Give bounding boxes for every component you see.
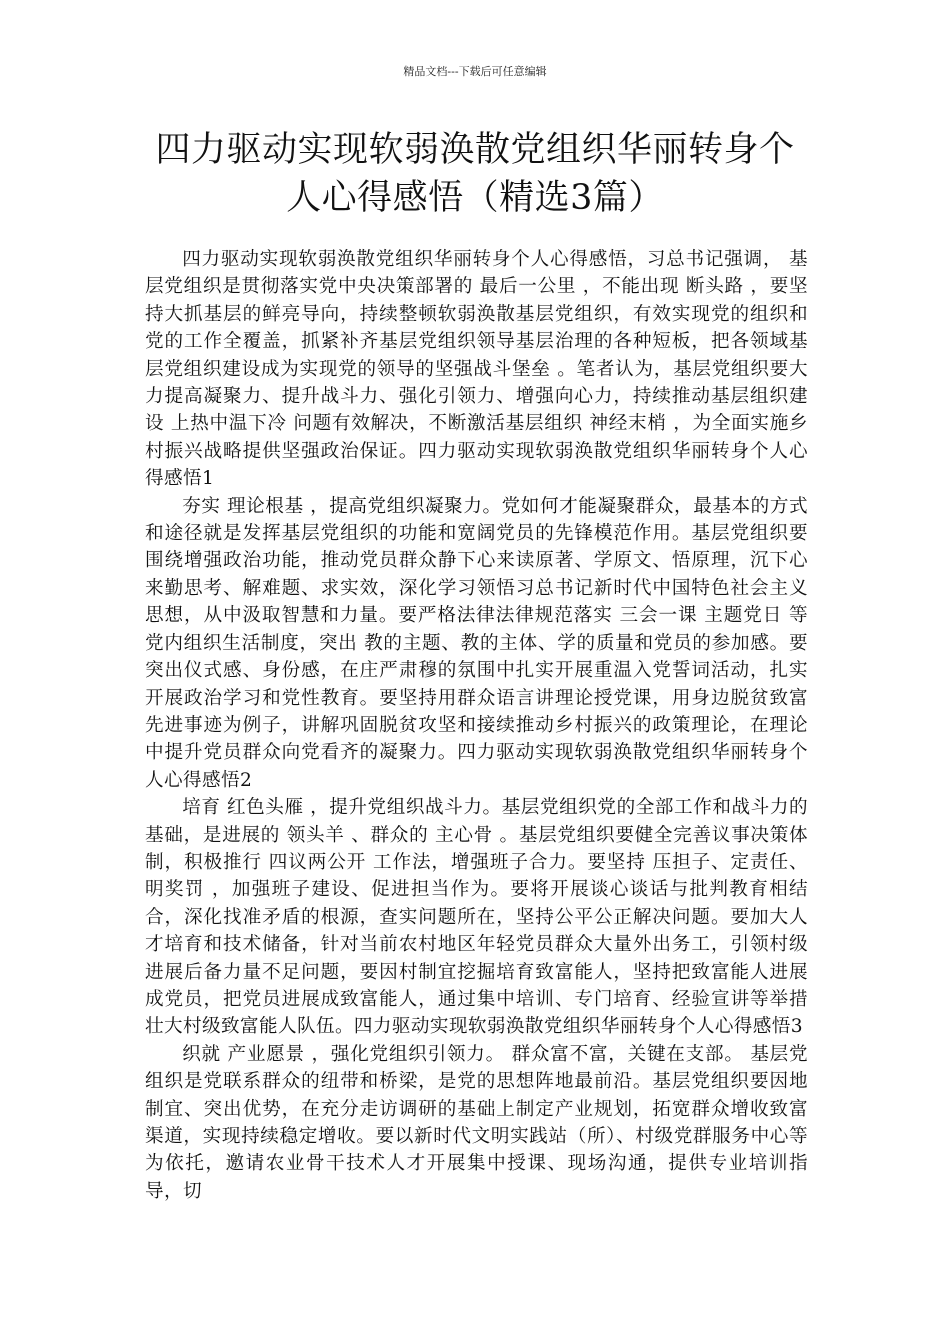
- body-paragraph: 夯实 理论根基 ，提高党组织凝聚力。党如何才能凝聚群众，最基本的方式和途径就是发挥基层党组织的功能和宽阔党员的先锋模范作用。基层党组织要围绕增强政治功能，推动党员群众静下心来读原著、学原文、悟原理，沉下心来勤思考、解难题、求实效，深化学习领悟习总书记新时代中国特色社会主义思想，从中汲取智慧和力量。要严格法律法律规范落实 三会一课 主题党日 等党内组织生活制度，突出 教的主题、教的主体、学的质量和党员的参加感。要突出仪式感、身份感，在庄严肃穆的氛围中扎实开展重温入党誓词活动，扎实开展政治学习和党性教育。要坚持用群众语言讲理论授党课，用身边脱贫致富先进事迹为例子，讲解巩固脱贫攻坚和接续推动乡村振兴的政策理论，在理论中提升党员群众向党看齐的凝聚力。四力驱动实现软弱涣散党组织华丽转身个人心得感悟2: [145, 495, 808, 791]
- document-body: [145, 246, 808, 1205]
- body-paragraph: 织就 产业愿景 ，强化党组织引领力。 群众富不富，关键在支部。 基层党组织是党联系群众的纽带和桥梁，是党的思想阵地最前沿。基层党组织要因地制宜、突出优势，在充分走访调研的基础上制定产业规划，拓宽群众增收致富渠道，实现持续稳定增收。要以新时代文明实践站（所）、村级党群服务中心等为依托，邀请农业骨干技术人才开展集中授课、现场沟通，提供专业培训指导，切: [145, 1043, 808, 1202]
- header-note: 精品文档---下载后可任意编辑: [403, 65, 547, 78]
- body-paragraph: 四力驱动实现软弱涣散党组织华丽转身个人心得感悟，习总书记强调， 基层党组织是贯彻落实党中央决策部署的 最后一公里 ，不能出现 断头路 ，要坚持大抓基层的鲜亮导向，持续整顿软弱涣散基层党组织，有效实现党的组织和党的工作全覆盖，抓紧补齐基层党组织领导基层治理的各种短板，把各领域基层党组织建设成为实现党的领导的坚强战斗堡垒 。笔者认为，基层党组织要大力提高凝聚力、提升战斗力、强化引领力、增强向心力，持续推动基层组织建设 上热中温下冷 问题有效解决，不断激活基层组织 神经末梢 ，为全面实施乡村振兴战略提供坚强政治保证。四力驱动实现软弱涣散党组织华丽转身个人心得感悟1: [145, 249, 808, 490]
- document-title: 四力驱动实现软弱涣散党组织华丽转身个人心得感悟（精选3篇）: [155, 130, 795, 218]
- body-paragraph: 培育 红色头雁 ，提升党组织战斗力。基层党组织党的全部工作和战斗力的基础，是进展的 领头羊 、群众的 主心骨 。基层党组织要健全完善议事决策体制，积极推行 四议两公开 工作法，增强班子合力。要坚持 压担子、定责任、明奖罚 ，加强班子建设、促进担当作为。要将开展谈心谈话与批判教育相结合，深化找准矛盾的根源，查实问题所在，坚持公平公正解决问题。要加大人才培育和技术储备，针对当前农村地区年轻党员群众大量外出务工，引领村级进展后备力量不足问题，要因村制宜挖掘培育致富能人，坚持把致富能人进展成党员，把党员进展成致富能人，通过集中培训、专门培育、经验宣讲等举措壮大村级致富能人队伍。四力驱动实现软弱涣散党组织华丽转身个人心得感悟3: [145, 797, 808, 1038]
- page-header: [0, 64, 950, 80]
